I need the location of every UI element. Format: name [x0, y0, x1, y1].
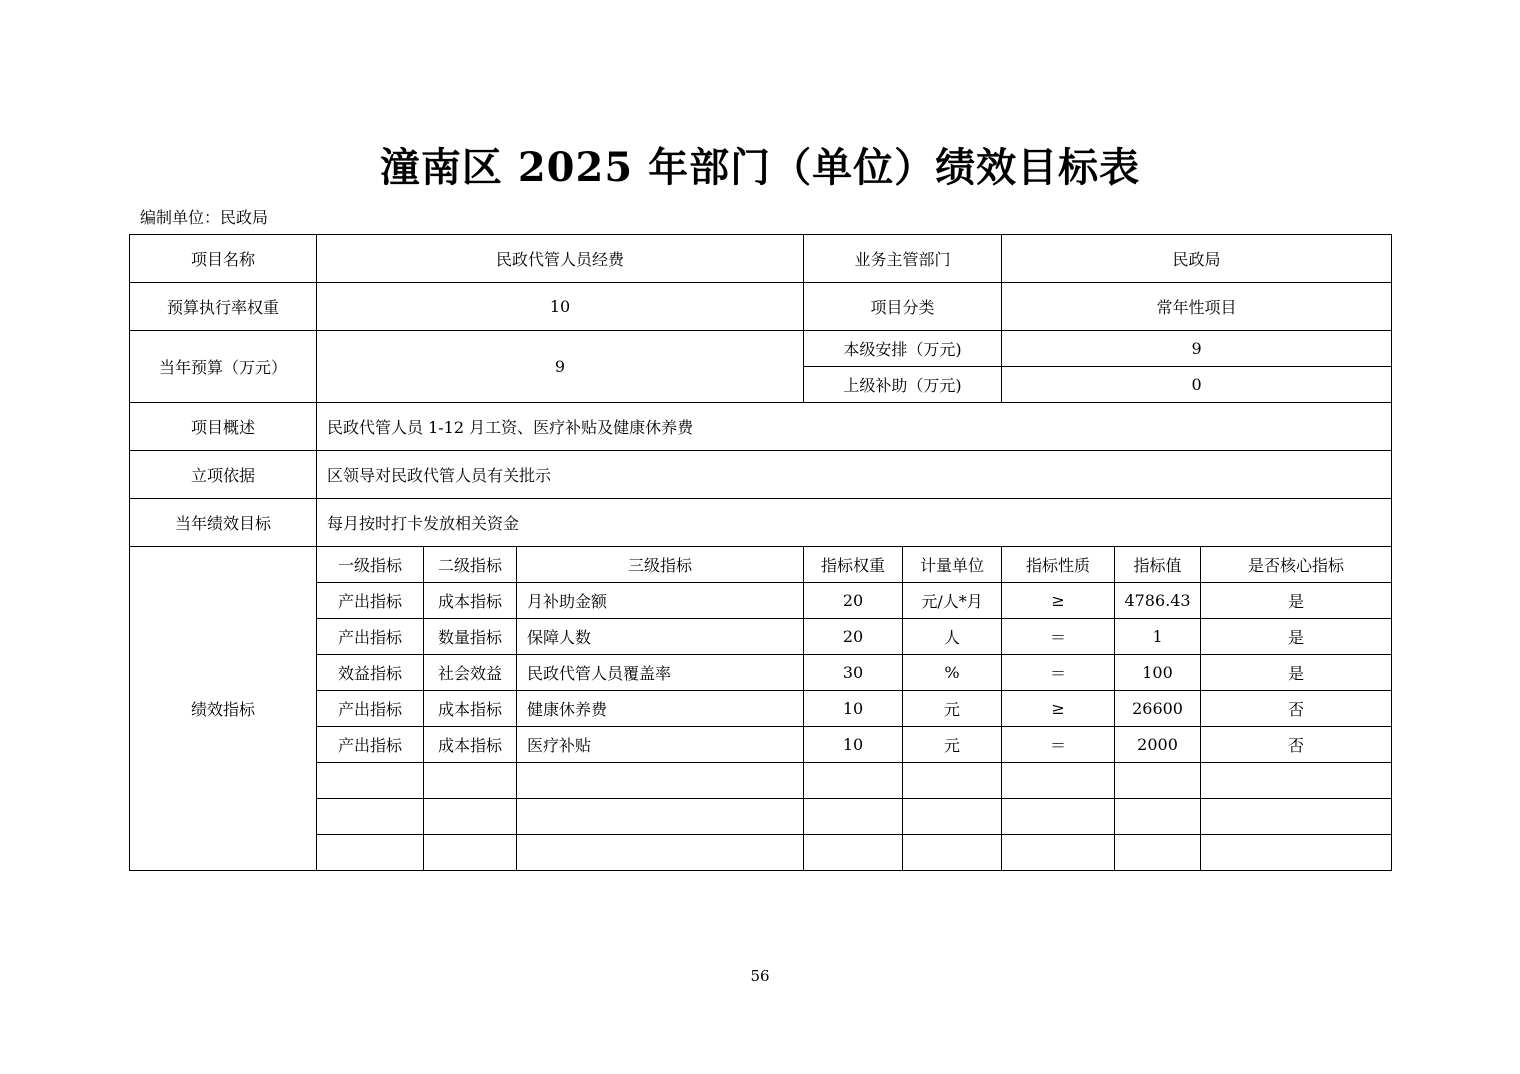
- page-title: 潼南区 2025 年部门（单位）绩效目标表: [379, 144, 1141, 191]
- local-label: 本级安排（万元): [804, 331, 1002, 367]
- project-name-value: 民政代管人员经费: [317, 235, 804, 283]
- indicator-core: 是: [1201, 583, 1392, 619]
- empty-cell: [1201, 799, 1392, 835]
- indicator-level2: 成本指标: [424, 727, 517, 763]
- row-overview: [130, 403, 1392, 451]
- indicator-row: [130, 727, 1392, 763]
- indicator-core: 否: [1201, 691, 1392, 727]
- empty-cell: [1115, 763, 1201, 799]
- indicator-unit: %: [903, 655, 1002, 691]
- empty-cell: [424, 763, 517, 799]
- row-goal: [130, 499, 1392, 547]
- indicator-row-empty: [130, 799, 1392, 835]
- overview-label: 项目概述: [130, 403, 317, 451]
- empty-cell: [1201, 835, 1392, 871]
- indicator-value: 100: [1115, 655, 1201, 691]
- empty-cell: [1002, 763, 1115, 799]
- indicator-level2: 成本指标: [424, 691, 517, 727]
- empty-cell: [317, 799, 424, 835]
- empty-cell: [903, 835, 1002, 871]
- empty-cell: [517, 799, 804, 835]
- indicator-level3: 保障人数: [517, 619, 804, 655]
- overview-value: 民政代管人员 1-12 月工资、医疗补贴及健康休养费: [317, 403, 1392, 451]
- empty-cell: [903, 763, 1002, 799]
- goal-value: 每月按时打卡发放相关资金: [317, 499, 1392, 547]
- indicator-row: [130, 655, 1392, 691]
- header-level2: 二级指标: [424, 547, 517, 583]
- indicator-level2: 数量指标: [424, 619, 517, 655]
- upper-label: 上级补助（万元): [804, 367, 1002, 403]
- basis-value: 区领导对民政代管人员有关批示: [317, 451, 1392, 499]
- row-budget-local: [130, 331, 1392, 367]
- compiling-unit-label: 编制单位：: [140, 208, 221, 227]
- indicator-weight: 10: [804, 727, 903, 763]
- header-level1: 一级指标: [317, 547, 424, 583]
- row-exec-weight: [130, 283, 1392, 331]
- indicator-level1: 产出指标: [317, 691, 424, 727]
- header-nature: 指标性质: [1002, 547, 1115, 583]
- indicator-core: 是: [1201, 619, 1392, 655]
- indicator-value: 1: [1115, 619, 1201, 655]
- indicator-row: [130, 583, 1392, 619]
- indicator-row: [130, 691, 1392, 727]
- indicator-core: 是: [1201, 655, 1392, 691]
- budget-value: 9: [317, 331, 804, 403]
- empty-cell: [517, 835, 804, 871]
- indicator-nature: ≥: [1002, 691, 1115, 727]
- indicator-value: 26600: [1115, 691, 1201, 727]
- empty-cell: [804, 799, 903, 835]
- header-weight: 指标权重: [804, 547, 903, 583]
- indicator-value: 4786.43: [1115, 583, 1201, 619]
- header-unit: 计量单位: [903, 547, 1002, 583]
- indicator-core: 否: [1201, 727, 1392, 763]
- header-value: 指标值: [1115, 547, 1201, 583]
- exec-weight-value: 10: [317, 283, 804, 331]
- basis-label: 立项依据: [130, 451, 317, 499]
- page-number: 56: [750, 967, 770, 985]
- indicator-level2: 社会效益: [424, 655, 517, 691]
- dept-value: 民政局: [1002, 235, 1392, 283]
- budget-label: 当年预算（万元）: [130, 331, 317, 403]
- empty-cell: [517, 763, 804, 799]
- project-name-label: 项目名称: [130, 235, 317, 283]
- indicator-level1: 产出指标: [317, 583, 424, 619]
- empty-cell: [317, 835, 424, 871]
- indicator-header-row: [130, 547, 1392, 583]
- indicator-value: 2000: [1115, 727, 1201, 763]
- category-value: 常年性项目: [1002, 283, 1392, 331]
- indicator-level1: 产出指标: [317, 619, 424, 655]
- indicator-nature: ≥: [1002, 583, 1115, 619]
- empty-cell: [1201, 763, 1392, 799]
- indicator-unit: 元: [903, 691, 1002, 727]
- goal-label: 当年绩效目标: [130, 499, 317, 547]
- indicator-level3: 医疗补贴: [517, 727, 804, 763]
- empty-cell: [424, 835, 517, 871]
- empty-cell: [1002, 835, 1115, 871]
- indicator-unit: 人: [903, 619, 1002, 655]
- indicator-nature: ＝: [1002, 655, 1115, 691]
- indicator-weight: 10: [804, 691, 903, 727]
- empty-cell: [317, 763, 424, 799]
- empty-cell: [903, 799, 1002, 835]
- indicator-row-empty: [130, 835, 1392, 871]
- exec-weight-label: 预算执行率权重: [130, 283, 317, 331]
- indicator-level3: 民政代管人员覆盖率: [517, 655, 804, 691]
- compiling-unit: [140, 205, 268, 228]
- indicator-level2: 成本指标: [424, 583, 517, 619]
- indicator-unit: 元/人*月: [903, 583, 1002, 619]
- header-core: 是否核心指标: [1201, 547, 1392, 583]
- indicator-unit: 元: [903, 727, 1002, 763]
- indicator-weight: 20: [804, 583, 903, 619]
- indicator-weight: 20: [804, 619, 903, 655]
- indicator-weight: 30: [804, 655, 903, 691]
- empty-cell: [804, 835, 903, 871]
- indicator-nature: ＝: [1002, 619, 1115, 655]
- empty-cell: [1115, 835, 1201, 871]
- indicator-level1: 效益指标: [317, 655, 424, 691]
- indicator-level3: 健康休养费: [517, 691, 804, 727]
- category-label: 项目分类: [804, 283, 1002, 331]
- compiling-unit-value: 民政局: [220, 208, 269, 227]
- indicator-level1: 产出指标: [317, 727, 424, 763]
- indicators-label: 绩效指标: [130, 547, 317, 871]
- performance-target-table: [129, 234, 1392, 871]
- indicator-level3: 月补助金额: [517, 583, 804, 619]
- row-project-name: [130, 235, 1392, 283]
- empty-cell: [1002, 799, 1115, 835]
- dept-label: 业务主管部门: [804, 235, 1002, 283]
- indicator-row: [130, 619, 1392, 655]
- indicator-nature: ＝: [1002, 727, 1115, 763]
- header-level3: 三级指标: [517, 547, 804, 583]
- empty-cell: [804, 763, 903, 799]
- row-basis: [130, 451, 1392, 499]
- indicator-row-empty: [130, 763, 1392, 799]
- empty-cell: [424, 799, 517, 835]
- empty-cell: [1115, 799, 1201, 835]
- upper-value: 0: [1002, 367, 1392, 403]
- local-value: 9: [1002, 331, 1392, 367]
